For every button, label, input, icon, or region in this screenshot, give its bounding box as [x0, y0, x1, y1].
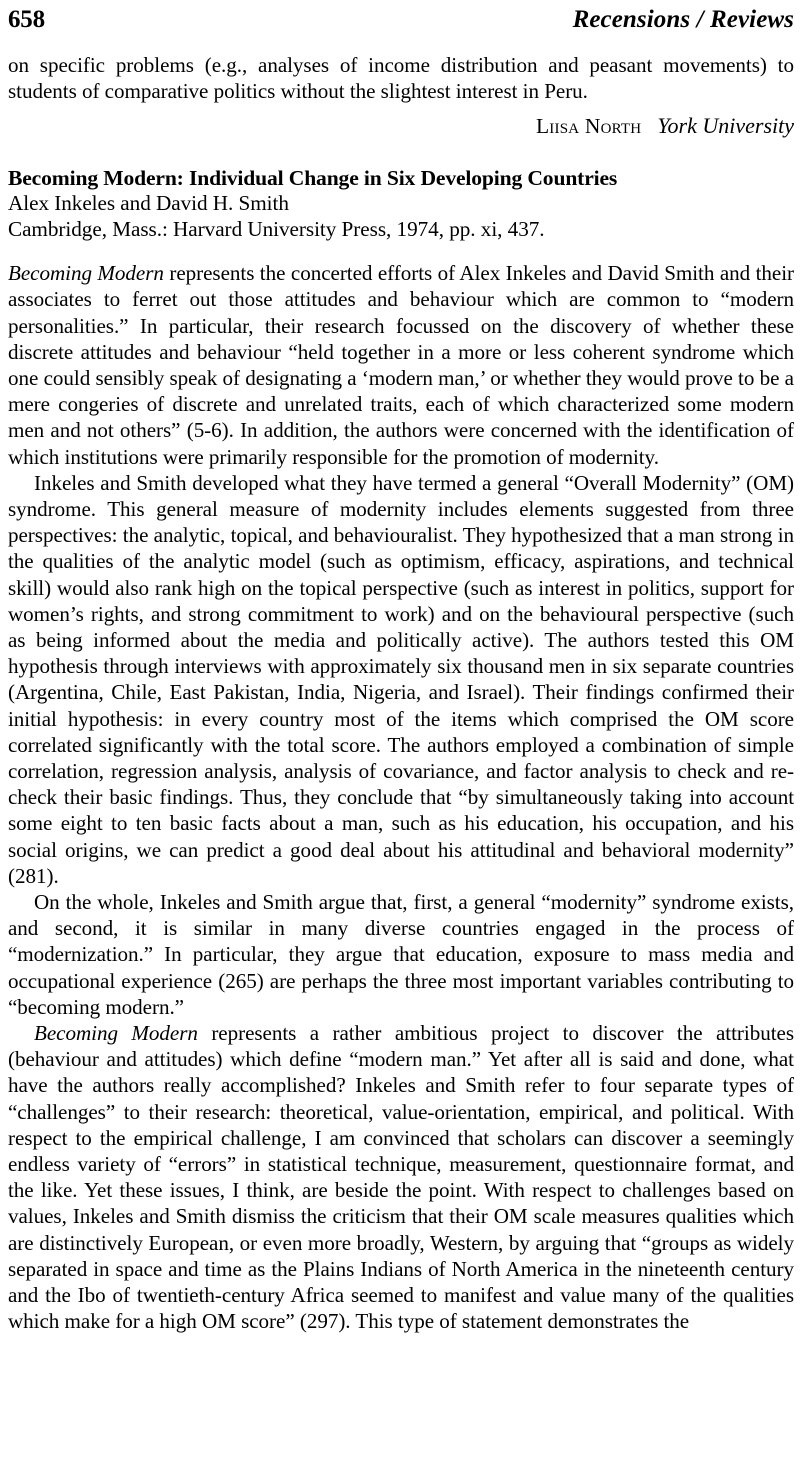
page-number: 658 [8, 6, 45, 33]
italic-book-title-mention: Becoming Modern [34, 1021, 198, 1045]
review-body [8, 260, 794, 1334]
book-imprint: Cambridge, Mass.: Harvard University Press, 1974, pp. xi, 437. [8, 216, 545, 241]
reviewer-affiliation: York University [657, 113, 794, 139]
citation-spacer [8, 242, 794, 260]
reviewer-byline [8, 113, 794, 139]
review-paragraph: Becoming Modern represents a rather ambitious project to discover the attributes (behaviour and attitudes) which define “modern man.” Yet after all is said and done, what have the authors really accomplished? Inkeles and Smith refer to four separate types of “challenges” to their research: theoretical, value-orientation, empirical, and political. With respect to the empirical challenge, I am convinced that scholars can discover a seemingly endless variety of “errors” in statistical technique, measurement, questionnaire format, and the like. Yet these issues, I think, are beside the point. With respect to challenges based on values, Inkeles and Smith dismiss the criticism that their OM scale measures qualities which are distinctively European, or even more broadly, Western, by arguing that “groups as widely separated in space and time as the Plains Indians of North America in the nineteenth century and the Ibo of twentieth-century Africa seemed to manifest and value many of the qualities which make for a high OM score” (297). This type of statement demonstrates the [8, 1021, 794, 1334]
review-paragraph: On the whole, Inkeles and Smith argue that, first, a general “modernity” syndrome exists, and second, it is similar in many diverse countries engaged in the process of “modernization.” In particular, they argue that education, exposure to mass media and occupational experience (265) are perhaps the three most important variables contributing to “becoming modern.” [8, 889, 794, 1019]
review-paragraph: Becoming Modern represents the concerted efforts of Alex Inkeles and David Smith and their associates to ferret out those attitudes and behaviour which are common to “modern personalities.” In particular, their research focussed on the discovery of whether these discrete attitudes and behaviour “held together in a more or less coherent syndrome which one could sensibly speak of designating a ‘modern man,’ or whether they would prove to be a mere congeries of discrete and unrelated traits, each of which characterized some modern men and not others” (5-6). In addition, the authors were concerned with the identification of which institutions were primarily responsible for the promotion of modernity. [8, 261, 794, 469]
running-head-title: Recensions / Reviews [572, 6, 794, 33]
carryover-paragraph: on specific problems (e.g., analyses of income distribution and peasant movements) to students of comparative politics without the slightest interest in Peru. [8, 53, 794, 104]
review-paragraph: Inkeles and Smith developed what they have termed a general “Overall Modernity” (OM) syndrome. This general measure of modernity includes elements suggested from three perspectives: the analytic, topical, and behaviouralist. They hypothesized that a man strong in the qualities of the analytic model (such as optimism, efficacy, aspirations, and technical skill) would also rank high on the topical perspective (such as interest in politics, support for women’s rights, and strong commitment to work) and on the behavioural perspective (such as being informed about the media and politically active). The authors tested this OM hypothesis through interviews with approximately six thousand men in six separate countries (Argentina, Chile, East Pakistan, India, Nigeria, and Israel). Their findings confirmed their initial hypothesis: in every country most of the items which comprised the OM score correlated significantly with the total score. The authors employed a combination of simple correlation, regression analysis, analysis of covariance, and factor analysis to check and re-check their basic findings. Thus, they conclude that “by simultaneously taking into account some eight to ten basic facts about a man, such as his education, his occupation, and his social origins, we can predict a good deal about his attitudinal and behavioral modernity” (281). [8, 470, 794, 888]
book-authors: Alex Inkeles and David H. Smith [8, 191, 289, 216]
text-column [8, 52, 794, 1334]
book-title: Becoming Modern: Individual Change in Six Developing Countries [8, 165, 618, 190]
book-citation-block [8, 166, 794, 243]
running-head [8, 6, 794, 40]
reviewer-name: Liisa North [535, 114, 642, 139]
italic-book-title-mention: Becoming Modern [8, 261, 164, 286]
